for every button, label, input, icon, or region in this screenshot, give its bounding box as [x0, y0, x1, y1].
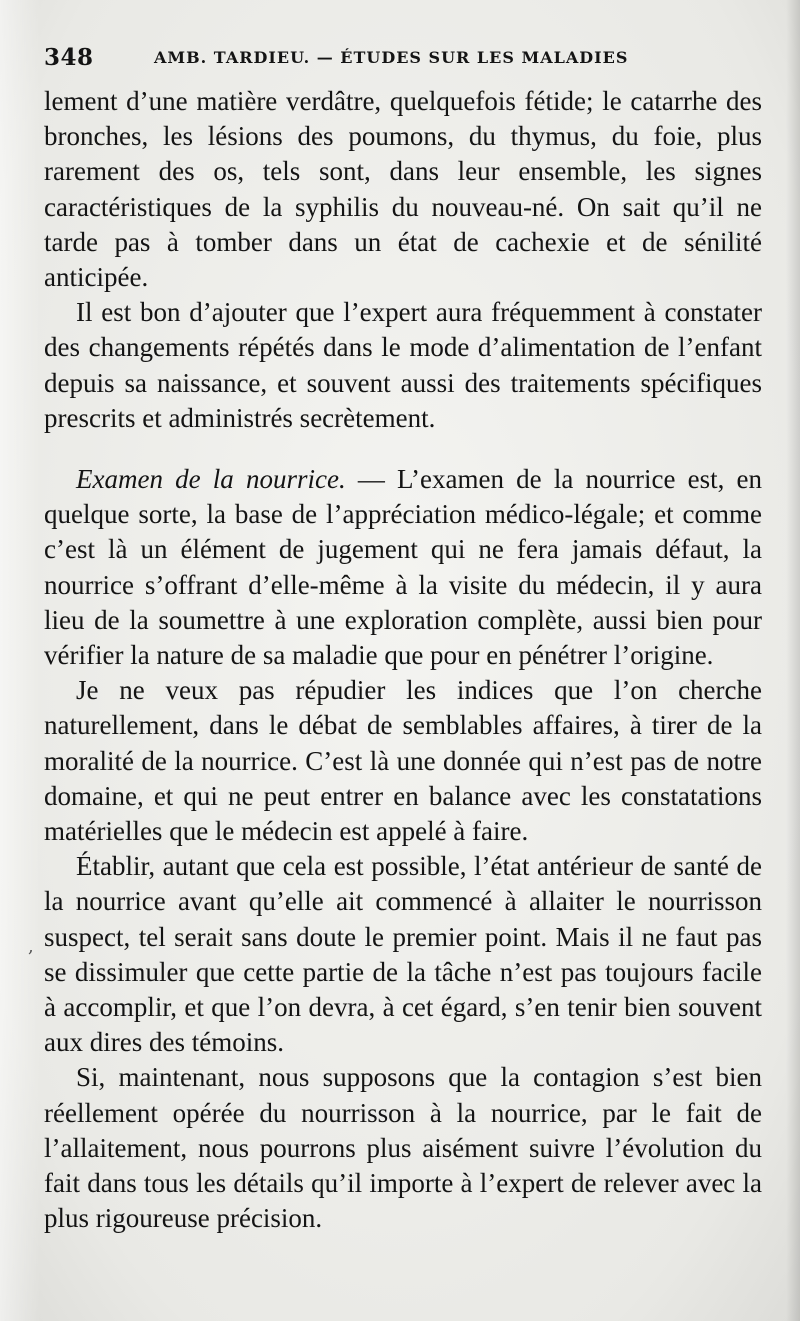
paragraph-text: lement d’une matière verdâtre, quelquefois fétide; le catarrhe des bronches, les lésions des poumons, du thymus, du foie, plus rarement des os, tels sont, dans leur ensemble, les signes caractéristiques de la syphilis du nouveau-né. On sait qu’il ne tarde pas à tomber dans un état de cachexie et de sénilité anticipée. — [44, 86, 762, 293]
section-heading: Examen de la nourrice. — [76, 464, 346, 495]
page-header — [44, 44, 764, 74]
paragraph-text: Il est bon d’ajouter que l’expert aura fréquemment à constater des changements répétés dans le mode d’alimentation de l’enfant depuis sa naissance, et souvent aussi des traitements spécifiques prescrits et administrés secrètement. — [44, 297, 762, 433]
paragraph-text: Je ne veux pas répudier les indices que l’on cherche naturellement, dans le débat de semblables affaires, à tirer de la moralité de la nourrice. C’est là une donnée qui n’est pas de notre domaine, et qui ne peut entrer en balance avec les constatations matérielles que le médecin est appelé à faire. — [44, 675, 762, 847]
page-edge-shadow — [786, 0, 800, 1321]
section-paragraph — [44, 462, 762, 673]
paragraph-text: Si, maintenant, nous supposons que la contagion s’est bien réellement opérée du nourrisson à la nourrice, par le fait de l’allaitement, nous pourrons plus aisément suivre l’évolution du fait dans tous les détails qu’il importe à l’expert de relever avec la plus rigoureuse précision. — [44, 1062, 762, 1234]
paragraph-text: — L’examen de la nourrice est, en quelque sorte, la base de l’appréciation médico-légale; et comme c’est là un élément de jugement qui ne fera jamais défaut, la nourrice s’offrant d’elle-même à la visite du médecin, il y aura lieu de la soumettre à une exploration complète, aussi bien pour vérifier la nature de sa maladie que pour en pénétrer l’origine. — [44, 464, 763, 671]
paragraph — [44, 295, 762, 436]
paragraph — [44, 849, 762, 1060]
paragraph-continuation — [44, 84, 762, 295]
paragraph-text: Établir, autant que cela est possible, l’état antérieur de santé de la nourrice avant qu’elle ait commencé à allaiter le nourrisson suspect, tel serait sans doute le premier point. Mais il ne faut pas se dissimuler que cette partie de la tâche n’est pas toujours facile à accomplir, et que l’on devra, à cet égard, s’en tenir bien souvent aux dires des témoins. — [44, 851, 762, 1058]
body-text — [44, 84, 762, 1237]
page-number: 348 — [44, 44, 94, 71]
ink-mark: , — [28, 936, 34, 957]
running-title: AMB. TARDIEU. — ÉTUDES SUR LES MALADIES — [154, 48, 629, 67]
paragraph — [44, 1060, 762, 1236]
paragraph — [44, 673, 762, 849]
